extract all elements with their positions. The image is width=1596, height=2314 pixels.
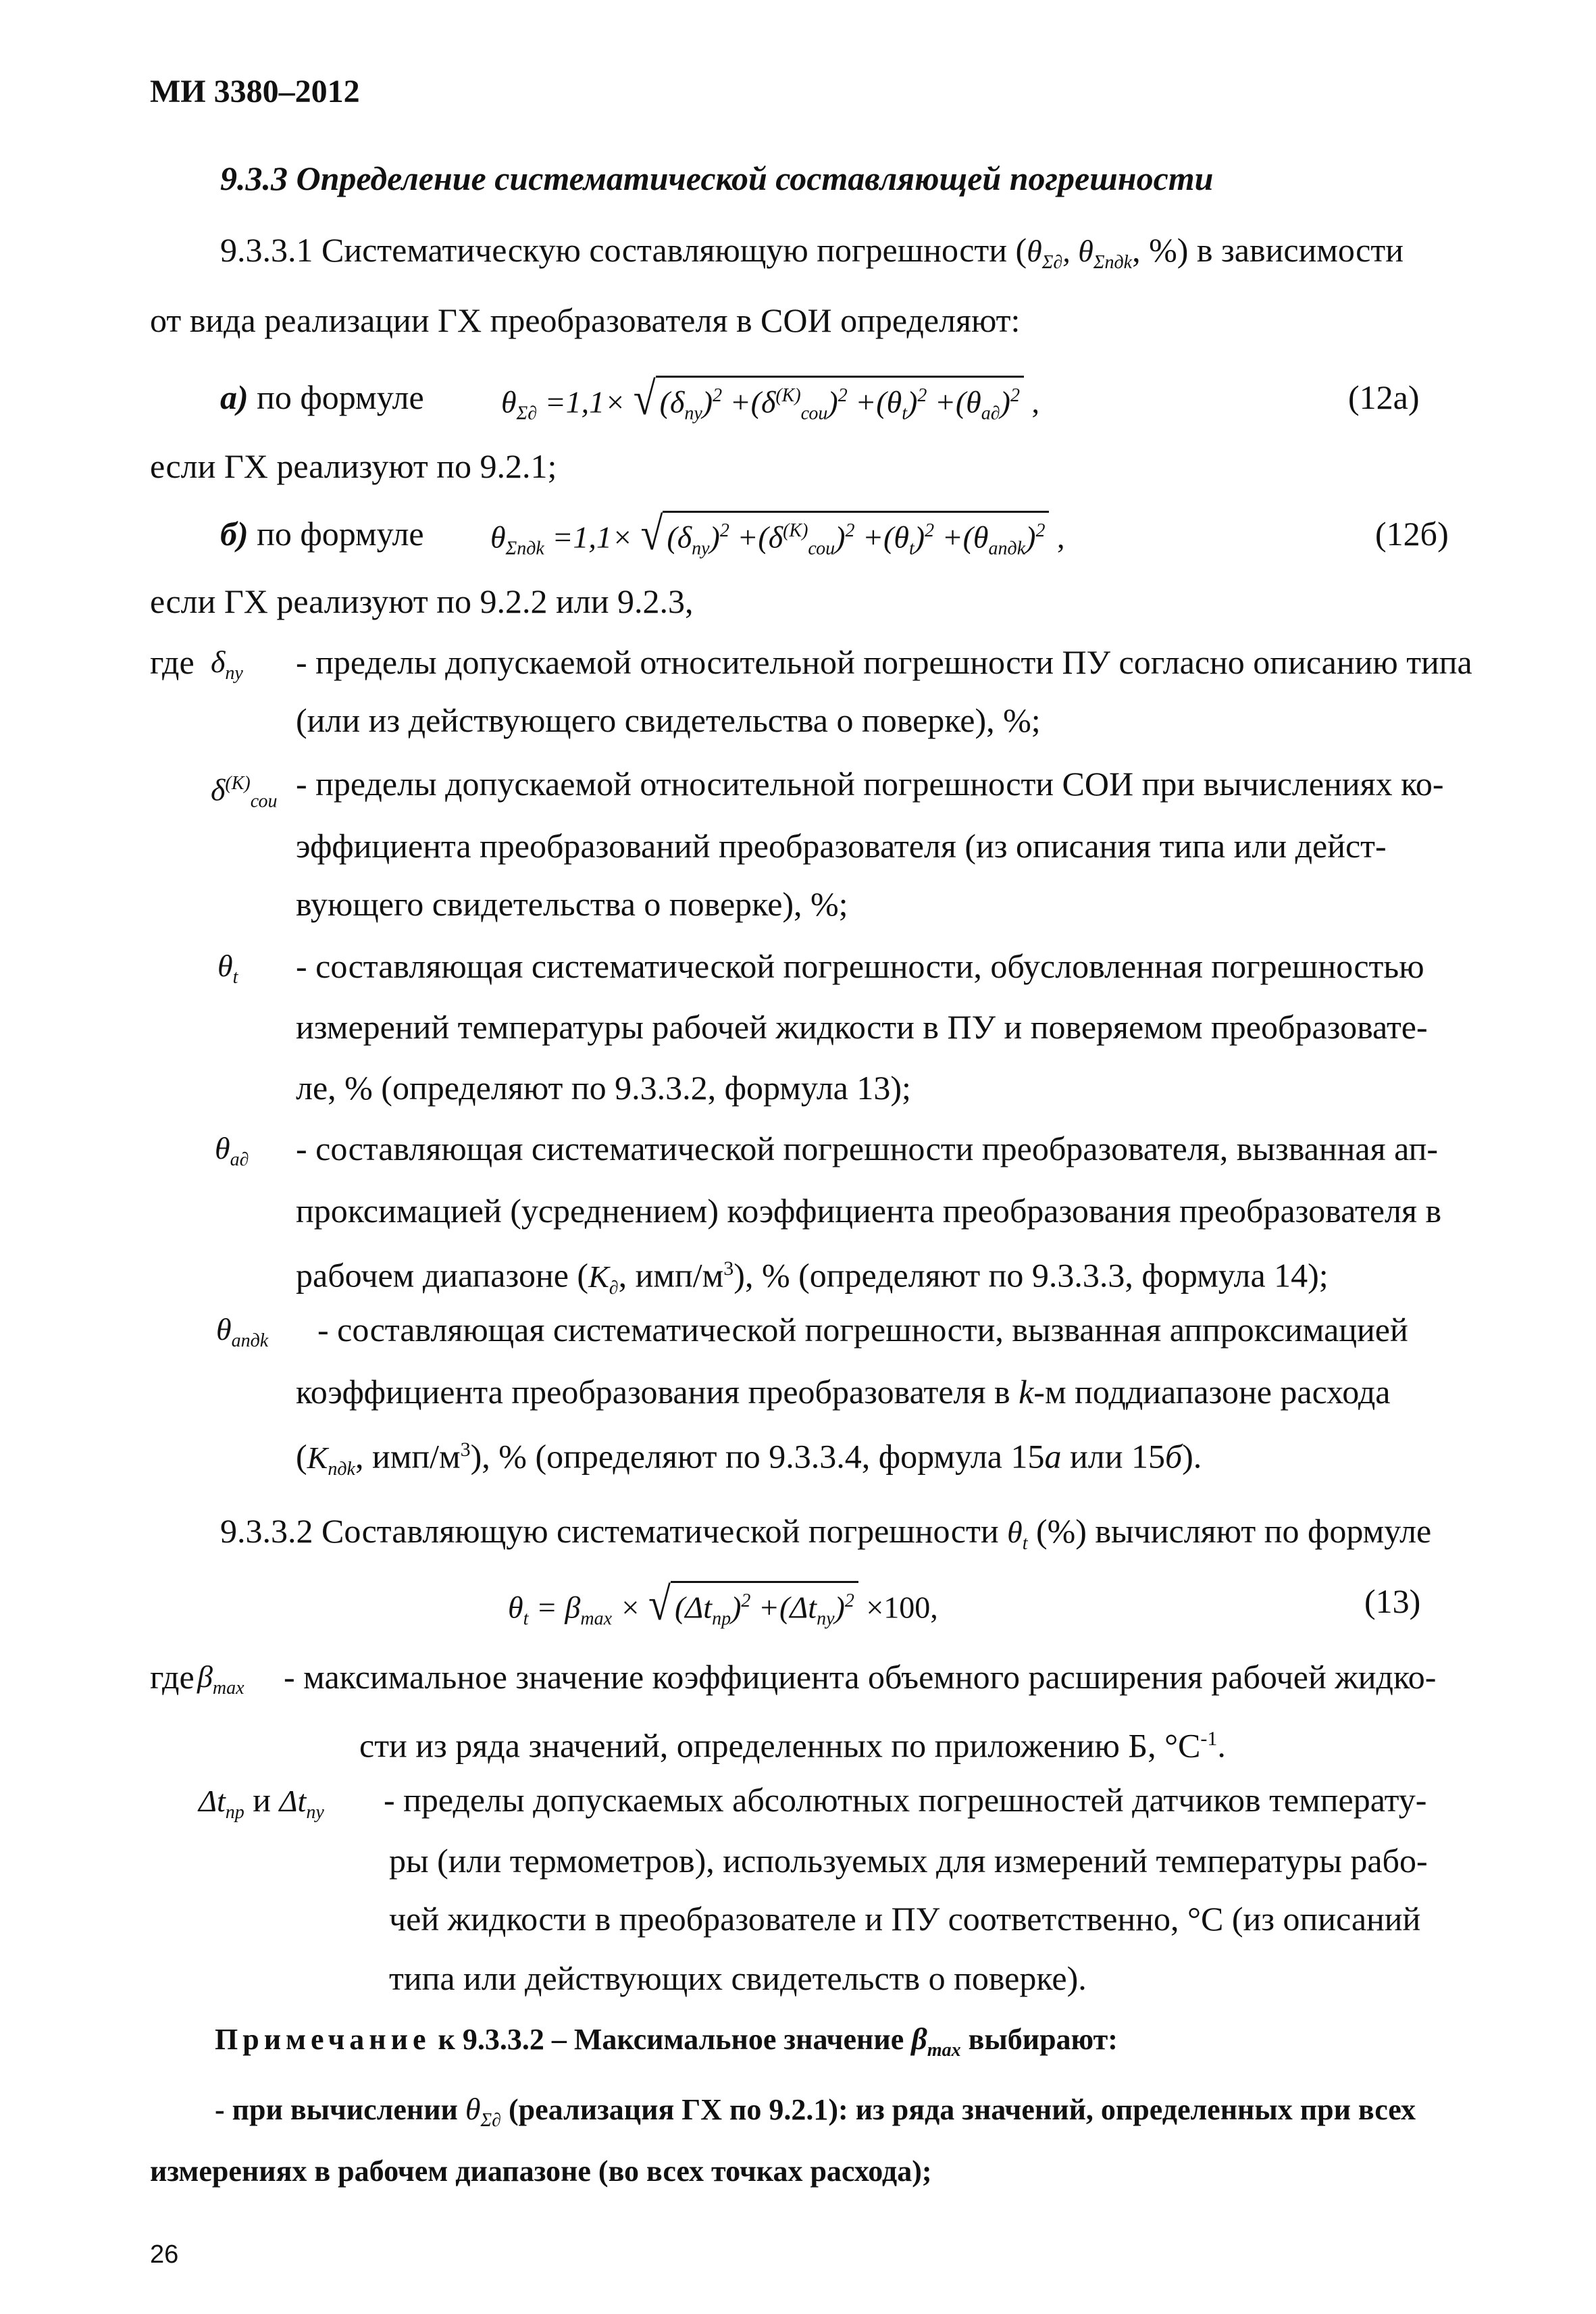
k-pdk-symbol: $K_{пдk}$: [307, 1440, 355, 1480]
text: ), % (определяют по 9.3.3.3, формула 14);: [733, 1256, 1329, 1294]
theta-t-desc-line1: - составляющая систематической погрешности, обусловленная погрешностью: [296, 947, 1424, 985]
note-line2: [215, 2090, 1416, 2140]
theta-apdk-desc-line2: [296, 1372, 1390, 1412]
formula-number-13: (13): [1364, 1582, 1421, 1620]
where-word-2: где: [150, 1658, 195, 1696]
text: (%) вычисляют по формуле: [1035, 1512, 1432, 1550]
text: к 9.3.3.2 – Максимальное значение: [438, 2023, 904, 2056]
delta-pu-symbol: $\delta_{пу}$: [211, 645, 243, 684]
formula-13: $\theta_t = \beta_{max}$ × √ $(\Delta t_{пр})^2 +(\Delta t_{пу})^2 \times 100$,: [508, 1581, 938, 1640]
delta-soi-symbol: $\delta^{(K)}_{сои}$: [211, 772, 278, 812]
theta-t-symbol: $\theta_t$: [217, 949, 238, 988]
delta-soi-desc-line1: - пределы допускаемой относительной погрешности СОИ при вычислениях ко-: [296, 765, 1444, 803]
item-a-condition: если ГХ реализуют по 9.2.1;: [150, 447, 557, 485]
superscript: -1: [1200, 1728, 1218, 1750]
delta-t-desc-line3: чей жидкости в преобразователе и ПУ соответственно, °С (из описаний: [389, 1900, 1421, 1938]
text: , имп/м: [618, 1256, 724, 1294]
delta-soi-desc-line2: эффициента преобразований преобразователя (из описания типа или дейст-: [296, 827, 1387, 865]
where-word: где: [150, 643, 195, 681]
theta-ad-desc-line1: - составляющая систематической погрешности преобразователя, вызванная ап-: [296, 1130, 1439, 1167]
delta-pu-desc-line1: - пределы допускаемой относительной погрешности ПУ согласно описанию типа: [296, 643, 1472, 681]
text: 9.3.3.1 Систематическую составляющую погрешности (: [220, 231, 1027, 269]
delta-t-pr-symbol: $\Delta t_{пр}$: [199, 1784, 244, 1823]
text: -м поддиапазоне расхода: [1033, 1373, 1391, 1411]
theta-ad-desc-line3: рабочем диапазоне ($K_\partial$, имп/$м^3$), % (определяют по 9.3.3.3, формула 14);: [296, 1256, 1329, 1299]
text: (: [296, 1437, 307, 1476]
text: , %) в зависимости: [1132, 231, 1404, 269]
theta-apdk-desc-line3: ($K_{пдk}$, имп/$м^3$), % (определяют по 9.3.3.4, формула 15а или 15б).: [296, 1437, 1202, 1480]
delta-t-desc-line2: ры (или термометров), используемых для измерений температуры рабо-: [389, 1842, 1428, 1880]
theta-apdk-symbol: $\theta_{aпдk}$: [216, 1312, 269, 1352]
delta-t-desc-line4: типа или действующих свидетельств о поверке).: [389, 1959, 1087, 1997]
text: а: [1044, 1437, 1062, 1476]
page-number: 26: [150, 2240, 179, 2269]
delta-t-pu-symbol: $\Delta t_{пу}$: [279, 1784, 324, 1823]
beta-max-symbol: $\beta_{max}$: [197, 1659, 244, 1699]
theta-ad-symbol: $\theta_{a\partial}$: [215, 1131, 249, 1171]
text: ).: [1182, 1437, 1202, 1476]
text: или 15: [1070, 1437, 1165, 1476]
delta-pu-desc-line2: (или из действующего свидетельства о поверке), %;: [296, 701, 1041, 739]
text: - при вычислении: [215, 2093, 458, 2126]
text: 9.3.3.2 Составляющую систематической погрешности: [220, 1512, 999, 1550]
theta-sum-d-symbol-note: $\theta_{\Sigma\partial}$: [465, 2092, 501, 2132]
text: сти из ряда значений, определенных по приложению Б, °С: [359, 1726, 1201, 1765]
text: и: [253, 1781, 272, 1819]
text: (реализация ГХ по 9.2.1): из ряда значений, определенных при всех: [509, 2093, 1416, 2126]
item-b: [220, 513, 424, 554]
text: ), % (определяют по 9.3.3.4, формула 15: [470, 1437, 1045, 1476]
note-line1: [215, 2020, 1118, 2069]
beta-desc-line2: [359, 1719, 1226, 1766]
item-a: [220, 377, 424, 418]
text: коэффициента преобразования преобразователя в: [296, 1373, 1010, 1411]
item-b-text: по формуле: [257, 515, 424, 553]
delta-t-symbols: [199, 1780, 324, 1833]
text: k: [1019, 1373, 1034, 1411]
theta-apdk-desc-line1: - составляющая систематической погрешности, вызванная аппроксимацией: [317, 1311, 1408, 1349]
section-title: 9.3.3 Определение систематической составляющей погрешности: [220, 159, 1214, 197]
paragraph-9-3-3-1-line2: от вида реализации ГХ преобразователя в СОИ определяют:: [150, 301, 1021, 339]
note-label: Примечание: [215, 2023, 431, 2056]
beta-max-symbol-note: $\beta_{max}$: [911, 2021, 961, 2061]
text: .: [1217, 1726, 1226, 1765]
formula-number-12a: (12а): [1348, 378, 1420, 416]
beta-desc-line1: - максимальное значение коэффициента объемного расширения рабочей жидко-: [284, 1658, 1437, 1696]
item-a-label: а): [220, 378, 249, 416]
formula-12a: $\theta_{\Sigma\partial} =1,1\times$ √ $(\delta_{пу})^2 +(\delta^{(K)}_{сои})^2 +(\theta_t)^2 +(\theta_{a\partial})^2$ ,: [501, 376, 1039, 434]
paragraph-9-3-3-1-line1: [220, 230, 1404, 283]
text: выбирают:: [968, 2023, 1118, 2056]
item-b-label: б): [220, 515, 249, 553]
document-id: МИ 3380–2012: [150, 74, 360, 109]
item-a-text: по формуле: [257, 378, 424, 416]
formula-number-12b: (12б): [1375, 515, 1449, 553]
theta-t-desc-line3: ле, % (определяют по 9.3.3.2, формула 13);: [296, 1069, 911, 1107]
paragraph-9-3-3-2-line1: [220, 1511, 1431, 1564]
theta-ad-desc-line2: проксимацией (усреднением) коэффициента преобразования преобразователя в: [296, 1192, 1442, 1230]
formula-12b: $\theta_{\Sigma пдk} =1,1\times$ √ $(\delta_{пу})^2 +(\delta^{(K)}_{сои})^2 +(\theta_t)^2 +(\theta_{aпдk})^2$ ,: [490, 511, 1064, 570]
text: , имп/м: [355, 1437, 461, 1476]
k-d-symbol: $K_\partial$: [588, 1259, 619, 1299]
theta-sum-d-symbol: $\theta_{\Sigma\partial}$, $\theta_{\Sigma пдk}$: [1027, 234, 1133, 274]
delta-t-desc-line1: - пределы допускаемых абсолютных погрешностей датчиков температу-: [384, 1781, 1427, 1819]
text: б: [1164, 1437, 1183, 1476]
theta-t-desc-line2: измерений температуры рабочей жидкости в ПУ и поверяемом преобразовате-: [296, 1008, 1428, 1046]
text: рабочем диапазоне (: [296, 1256, 589, 1294]
item-b-condition: если ГХ реализуют по 9.2.2 или 9.2.3,: [150, 582, 694, 620]
delta-soi-desc-line3: вующего свидетельства о поверке), %;: [296, 885, 848, 923]
theta-t-symbol-inline: $\theta_t$: [1007, 1515, 1028, 1555]
note-line3: измерениях в рабочем диапазоне (во всех точках расхода);: [150, 2155, 932, 2188]
